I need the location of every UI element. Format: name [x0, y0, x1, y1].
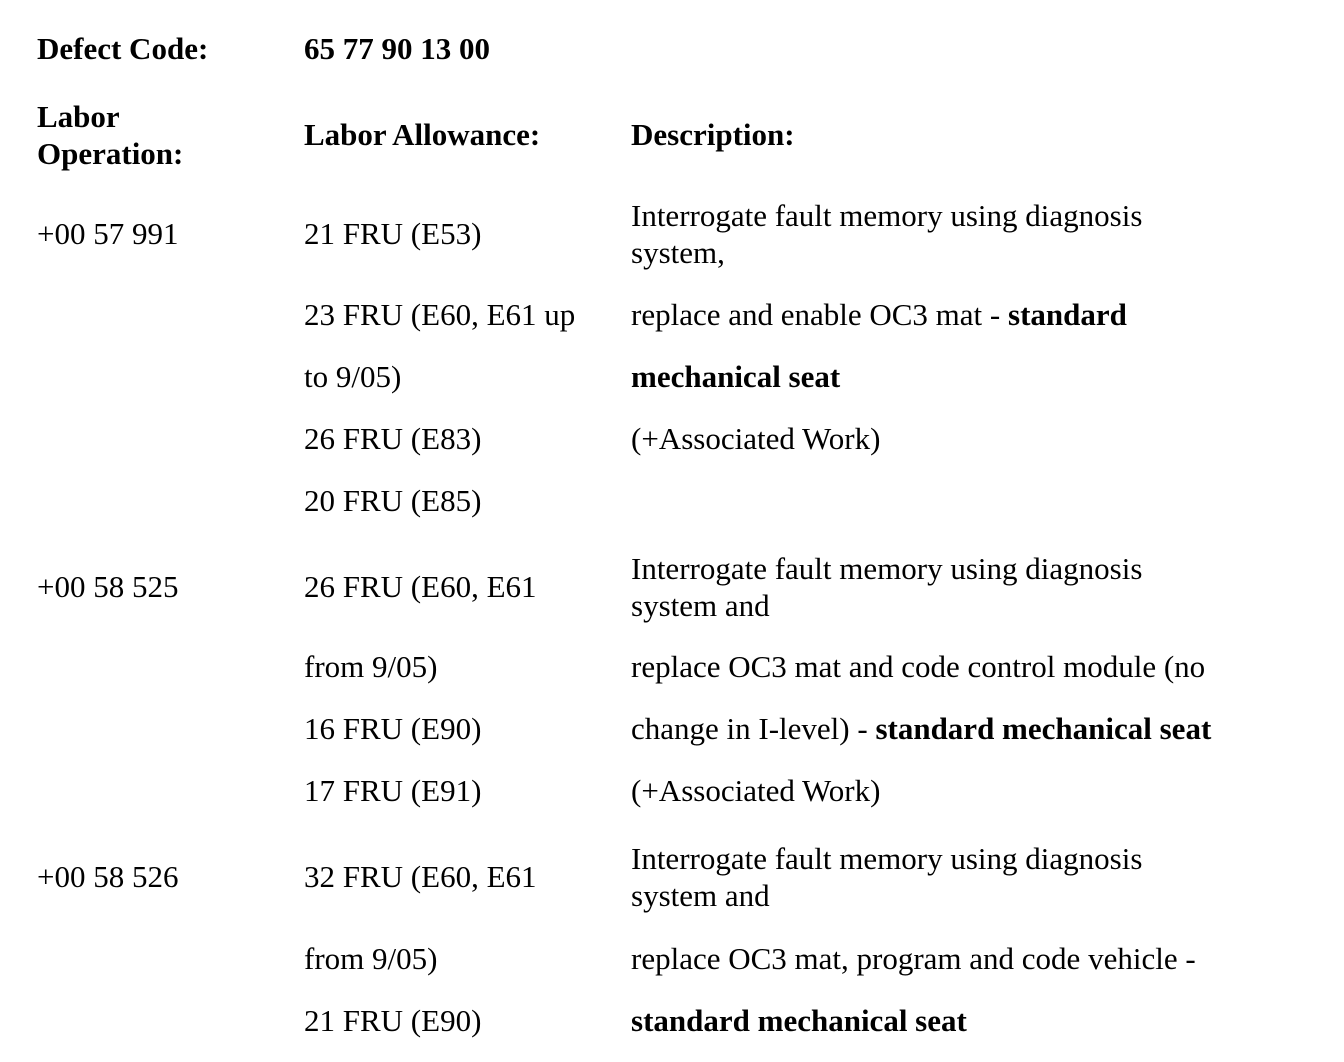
- description-line: (+Associated Work): [631, 421, 881, 456]
- description-text: change in I-level) -: [631, 711, 876, 746]
- labor-operation-code: +00 57 991: [37, 216, 179, 251]
- description-line: system and: [631, 878, 770, 913]
- description-line: Interrogate fault memory using diagnosis: [631, 551, 1143, 586]
- labor-allowance-line: 21 FRU (E90): [304, 1003, 482, 1038]
- labor-allowance-line: 20 FRU (E85): [304, 483, 482, 518]
- defect-code-value: 65 77 90 13 00: [304, 31, 490, 66]
- labor-allowance-line: 16 FRU (E90): [304, 711, 482, 746]
- labor-allowance-line: 21 FRU (E53): [304, 216, 482, 251]
- description-line: Interrogate fault memory using diagnosis: [631, 198, 1143, 233]
- labor-operation-code: +00 58 526: [37, 859, 179, 894]
- labor-operation-code: +00 58 525: [37, 569, 179, 604]
- description-text: replace and enable OC3 mat -: [631, 297, 1008, 332]
- description-line: [631, 710, 1211, 747]
- labor-allowance-line: 17 FRU (E91): [304, 773, 482, 808]
- labor-allowance-line: 32 FRU (E60, E61: [304, 859, 537, 894]
- labor-operation-label-line1: Labor: [37, 99, 120, 134]
- description-emphasis: standard mechanical seat: [875, 711, 1212, 746]
- description-line: (+Associated Work): [631, 773, 881, 808]
- description-emphasis: standard: [1008, 297, 1127, 332]
- defect-code-label: Defect Code:: [37, 31, 209, 66]
- description-line: system and: [631, 588, 770, 623]
- description-line: replace OC3 mat, program and code vehicle -: [631, 941, 1196, 976]
- labor-allowance-line: 23 FRU (E60, E61 up: [304, 297, 576, 332]
- labor-operation-label-line2: Operation:: [37, 136, 184, 171]
- description-emphasis-line: mechanical seat: [631, 359, 841, 394]
- labor-allowance-line: from 9/05): [304, 649, 438, 684]
- labor-allowance-line: from 9/05): [304, 941, 438, 976]
- labor-allowance-line: to 9/05): [304, 359, 402, 394]
- labor-allowance-line: 26 FRU (E83): [304, 421, 482, 456]
- description-emphasis-line: standard mechanical seat: [631, 1003, 967, 1038]
- labor-allowance-line: 26 FRU (E60, E61: [304, 569, 537, 604]
- description-line: Interrogate fault memory using diagnosis: [631, 841, 1143, 876]
- description-line: system,: [631, 235, 725, 270]
- description-line: [631, 296, 1127, 333]
- labor-allowance-label: Labor Allowance:: [304, 117, 541, 152]
- description-line: replace OC3 mat and code control module (no: [631, 649, 1206, 684]
- description-label: Description:: [631, 117, 795, 152]
